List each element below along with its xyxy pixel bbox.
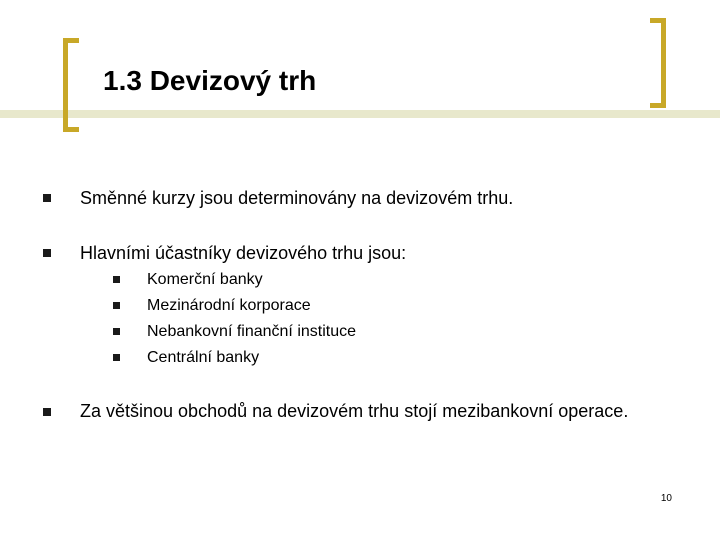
square-bullet-icon: [113, 328, 120, 335]
square-bullet-icon: [43, 249, 51, 257]
square-bullet-icon: [113, 354, 120, 361]
bullet-text-1: Směnné kurzy jsou determinovány na devizovém trhu.: [80, 188, 514, 208]
square-bullet-icon: [43, 408, 51, 416]
square-bullet-icon: [113, 302, 120, 309]
left-bracket-decoration: [63, 38, 79, 132]
sub-bullet-text-4: Centrální banky: [147, 349, 260, 366]
sub-bullet-text-2: Mezinárodní korporace: [147, 297, 311, 314]
right-bracket-decoration: [650, 18, 666, 108]
page-number: 10: [660, 493, 672, 504]
bullet-text-3: Za většinou obchodů na devizovém trhu stojí mezibankovní operace.: [80, 401, 629, 421]
title-band: [0, 110, 720, 118]
bullet-text-2: Hlavními účastníky devizového trhu jsou:: [80, 243, 407, 263]
sub-bullet-text-3: Nebankovní finanční instituce: [147, 323, 357, 340]
square-bullet-icon: [113, 276, 120, 283]
slide-title: 1.3 Devizový trh: [103, 65, 317, 96]
square-bullet-icon: [43, 194, 51, 202]
sub-bullet-text-1: Komerční banky: [147, 271, 263, 288]
